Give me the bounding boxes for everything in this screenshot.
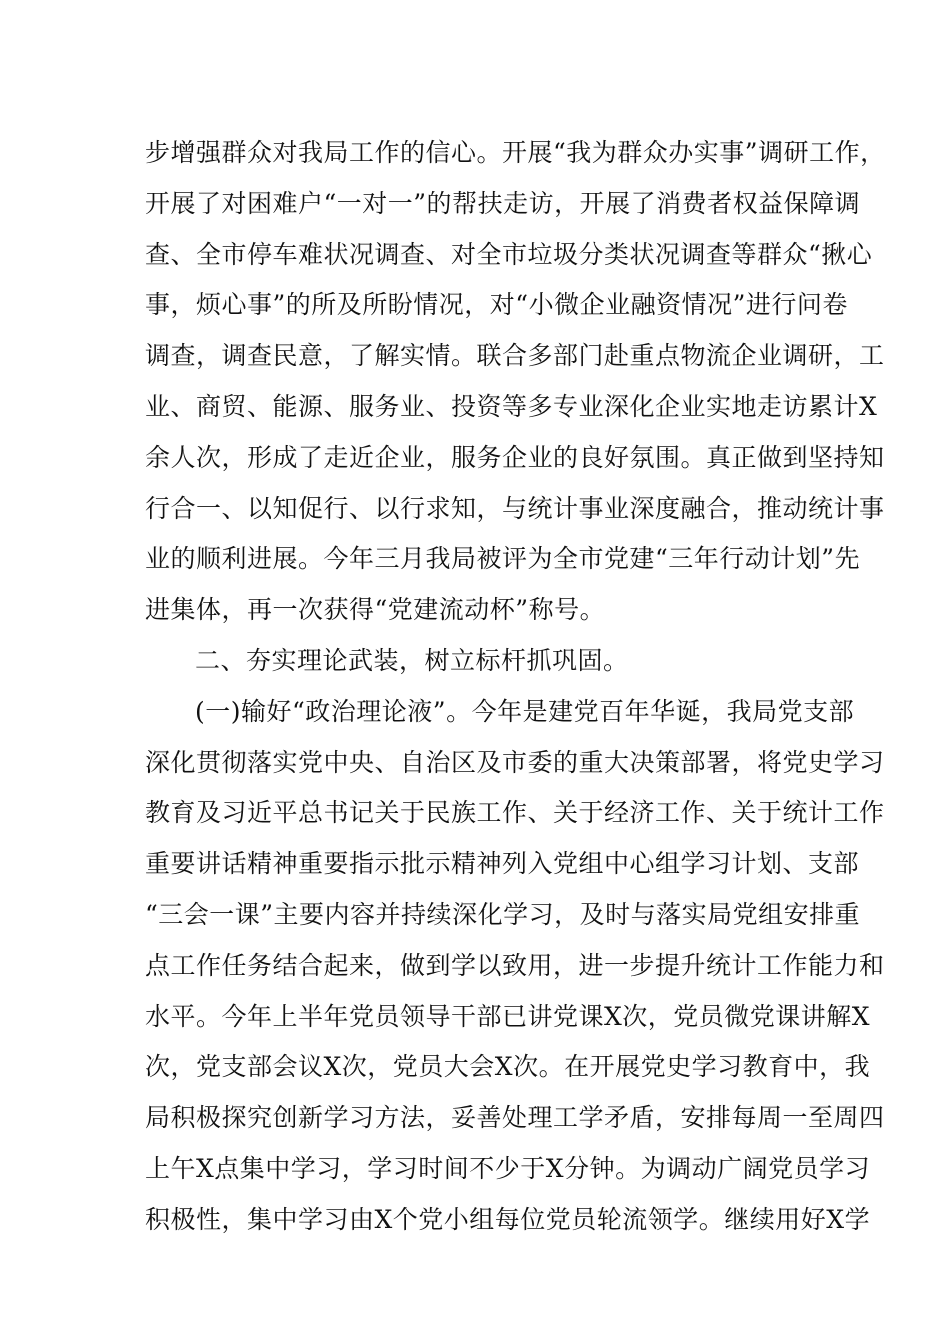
text-line: 局积极探究创新学习方法，妥善处理工学矛盾，安排每周一至周四 <box>145 1103 885 1133</box>
text-line: 教育及习近平总书记关于民族工作、关于经济工作、关于统计工作 <box>145 798 885 828</box>
text-line: 行合一、以知促行、以行求知，与统计事业深度融合，推动统计事 <box>145 493 885 523</box>
subsection-heading-line: (一)输好“政治理论液”。今年是建党百年华诞，我局党支部 <box>195 696 855 726</box>
text-line: 上午X点集中学习，学习时间不少于X分钟。为调动广阔党员学习 <box>145 1153 871 1183</box>
text-line: 深化贯彻落实党中央、自治区及市委的重大决策部署，将党史学习 <box>145 747 885 777</box>
text-line: 水平。今年上半年党员领导干部已讲党课X次，党员微党课讲解X <box>145 1001 871 1031</box>
text-line: 事，烦心事”的所及所盼情况，对“小微企业融资情况”进行问卷 <box>145 290 848 320</box>
text-line: 业、商贸、能源、服务业、投资等多专业深化企业实地走访累计X <box>145 391 878 421</box>
text-line: 开展了对困难户“一对一”的帮扶走访，开展了消费者权益保障调 <box>145 188 861 218</box>
text-line: 业的顺利进展。今年三月我局被评为全市党建“三年行动计划”先 <box>145 544 861 574</box>
text-line: 余人次，形成了走近企业，服务企业的良好氛围。真正做到坚持知 <box>145 442 885 472</box>
text-line: 查、全市停车难状况调查、对全市垃圾分类状况调查等群众“揪心 <box>145 239 873 269</box>
text-line: 步增强群众对我局工作的信心。开展“我为群众办实事”调研工作， <box>145 138 886 167</box>
text-line: 进集体，再一次获得“党建流动杯”称号。 <box>145 595 606 625</box>
body-text <box>145 128 886 1246</box>
text-line: 点工作任务结合起来，做到学以致用，进一步提升统计工作能力和 <box>145 950 885 980</box>
text-line: 调查，调查民意，了解实情。联合多部门赴重点物流企业调研，工 <box>145 341 885 371</box>
text-line: 积极性，集中学习由X个党小组每位党员轮流领学。继续用好X学 <box>145 1204 871 1234</box>
text-line: 次，党支部会议X次，党员大会X次。在开展党史学习教育中，我 <box>145 1052 871 1082</box>
text-line: 重要讲话精神重要指示批示精神列入党组中心组学习计划、支部 <box>145 849 860 879</box>
section-heading: 二、夯实理论武装，树立标杆抓巩固。 <box>195 645 629 675</box>
text-line: “三会一课”主要内容并持续深化学习，及时与落实局党组安排重 <box>145 899 861 929</box>
